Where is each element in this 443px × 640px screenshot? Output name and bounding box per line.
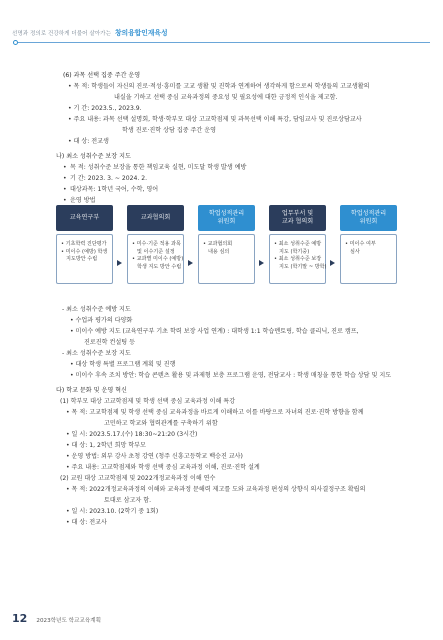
- section-d-2-purpose: • 목 적: 2022개정교육과정의 이해와 교육과정 문해력 제고를 도와 교육과정 편성의 상향식 의사결정구조 확립의: [66, 486, 366, 493]
- section-b-period: • 기 간: 2023. 3. ~ 2024. 2.: [70, 175, 147, 183]
- flow-stage-line: 지도 (학기중): [279, 248, 310, 255]
- flow-stage-line: • 미이수 여부: [345, 241, 376, 247]
- flow-stage-grade-committee: [198, 205, 255, 284]
- flow-stage-panel: [56, 234, 113, 284]
- footer-title: 2023학년도 학교교육계획: [36, 618, 102, 624]
- section-6-target: • 대 상: 전교생: [68, 138, 109, 145]
- section-b-subjects: • 대상과목: 1학년 국어, 수학, 영어: [70, 186, 158, 194]
- page-footer: [12, 607, 101, 626]
- section-6-content-1: • 주요 내용: 과목 선택 설명회, 학생·학부모 대상 고교학점제 및 과목선택 이해 특강, 담임교사 및 진로상담교사: [68, 116, 362, 123]
- flow-stage-line: • 미수·기준 적용 과목: [132, 241, 181, 247]
- section-6-period: • 기 간: 2023.5., 2023.9.: [68, 105, 142, 112]
- section-d-1-purpose-cont: 고민하고 학교와 협력관계를 구축하기 위함: [104, 420, 218, 427]
- flow-stage-title: 학업성적관리 위원회: [340, 205, 397, 231]
- flow-stage-education-research: [56, 205, 113, 284]
- page-number: 12: [12, 612, 28, 625]
- flow-stage-subject-council: [127, 205, 184, 284]
- flow-stage-panel: [127, 234, 184, 284]
- guarantee-item-1: • 대상 학생 특별 프로그램 계획 및 진행: [70, 361, 176, 368]
- flow-stage-title: 학업성적관리 위원회: [198, 205, 255, 231]
- flow-stage-panel: [198, 234, 255, 284]
- flow-stage-line: 및 이수기준 설정: [137, 248, 175, 255]
- process-flow-diagram: [56, 205, 401, 295]
- prevention-item-2: • 미이수 예방 지도 (교육연구부 기초 학력 보장 사업 연계) : 대학생 1:1 학습멘토링, 학습 클리닉, 진로 캠프,: [70, 328, 359, 335]
- header-divider: [18, 42, 430, 43]
- section-d-title: 다) 학교 문화 및 운영 혁신: [56, 387, 127, 394]
- flow-arrow-icon: [259, 260, 264, 266]
- section-b-purpose: • 목 적: 성취수준 보장을 통한 책임교육 실현, 미도달 학생 발생 예방: [70, 164, 246, 172]
- section-d-1-purpose: • 목 적: 고교학점제 및 학생 선택 중심 교육과정을 바르게 이해하고 이를 바탕으로 자녀의 진로·진학 방향을 함께: [66, 409, 364, 416]
- section-d-2-date: • 일 시: 2023.10. (2학기 중 1회): [66, 508, 159, 515]
- section-d-1-date: • 일 시: 2023.5.17.(수) 18:30~21:20 (3시간): [66, 431, 198, 438]
- header-brand: 창의융합인재육성: [114, 29, 168, 37]
- flow-stage-line: • 미이수 (예방) 학생: [61, 248, 108, 255]
- section-6-title: (6) 과목 선택 집중 주간 운영: [63, 72, 141, 79]
- section-d-2-target: • 대 상: 전교사: [66, 519, 107, 526]
- section-d-2-title: (2) 교원 대상 고교학점제 및 2022개정교육과정 이해 연수: [60, 475, 216, 482]
- guarantee-heading: - 최소 성취수준 보장 지도: [62, 350, 131, 357]
- flow-stage-line: 내용 심의: [208, 248, 230, 255]
- prevention-item-1: • 수업과 평가의 다양화: [70, 317, 133, 324]
- flow-stage-line: • 최소 성취수준 예방: [274, 241, 322, 247]
- flow-stage-panel: [340, 234, 397, 284]
- flow-stage-title: 업무부서 및 교과 협의회: [269, 205, 326, 231]
- flow-stage-line: 지도 (학기말 ~ 방학): [279, 263, 327, 270]
- flow-arrow-icon: [117, 260, 122, 266]
- page-header: [0, 0, 443, 62]
- flow-arrow-icon: [188, 260, 193, 266]
- flow-stage-department-council: [269, 205, 326, 284]
- prevention-item-2-cont: 진로진학 컨설팅 등: [84, 339, 135, 346]
- section-6-purpose-2: 내실을 기하고 선택 중심 교육과정의 중요성 및 필요성에 대한 긍정적 인식을 제고함.: [114, 94, 338, 101]
- flow-stage-panel: [269, 234, 326, 284]
- flow-stage-line: • 기초학력 진단평가: [61, 241, 107, 247]
- section-b-title: 나) 최소 성취수준 보장 지도: [56, 153, 131, 160]
- section-d-1-target: • 대 상: 1, 2학년 희망 학부모: [66, 442, 146, 449]
- guarantee-item-2: • 미이수 후속 조치 방안: 학습 콘텐츠 활용 및 과제형 보충 프로그램 운영, 전담교사 : 학생 매칭을 통한 학습 상담 및 지도: [70, 372, 392, 379]
- flow-stage-line: 지도방안 수립: [66, 256, 98, 262]
- prevention-heading: - 최소 성취수준 예방 지도: [62, 306, 131, 313]
- section-6-content-2: 학생 진로·진학 상담 집중 주간 운영: [122, 127, 217, 134]
- flow-stage-title: 교과협의회: [127, 205, 184, 231]
- flow-stage-line: 학생 지도 방안 수립: [137, 263, 182, 270]
- flow-stage-title: 교육연구부: [56, 205, 113, 231]
- flow-arrow-icon: [330, 260, 335, 266]
- section-d-1-title: (1) 학부모 대상 고교학점제 및 학생 선택 중심 교육과정 이해 특강: [60, 398, 236, 405]
- flow-stage-line: • 교과별 미이수 (예방): [132, 256, 184, 262]
- section-b-method: • 운영 방법: [70, 197, 95, 205]
- flow-stage-line: • 교과협의회: [203, 241, 233, 247]
- header-motto: 선명과 정의로 건강하게 더불어 살아가는 창의융합인재육성: [12, 29, 168, 37]
- section-6-purpose-1: • 목 적: 학생들이 자신의 진로·적성·흥미를 고교 생활 및 진학과 연계하여 생각하게 함으로써 학생들의 고교생활의: [68, 83, 370, 90]
- flow-stage-grade-committee-final: [340, 205, 397, 284]
- flow-stage-line: • 최소 성취수준 보장: [274, 256, 322, 262]
- flow-stage-line: 심사: [350, 248, 360, 255]
- section-d-1-method: • 운영 방법: 외부 강사 초청 강연 (청주 신흥고등학교 백승진 교사): [66, 453, 243, 460]
- section-d-2-purpose-cont: 토대로 삼고자 함.: [104, 497, 152, 504]
- section-d-1-content: • 주요 내용: 고교학점제와 학생 선택 중심 교육과정 이해, 진로·진학 설계: [66, 464, 260, 471]
